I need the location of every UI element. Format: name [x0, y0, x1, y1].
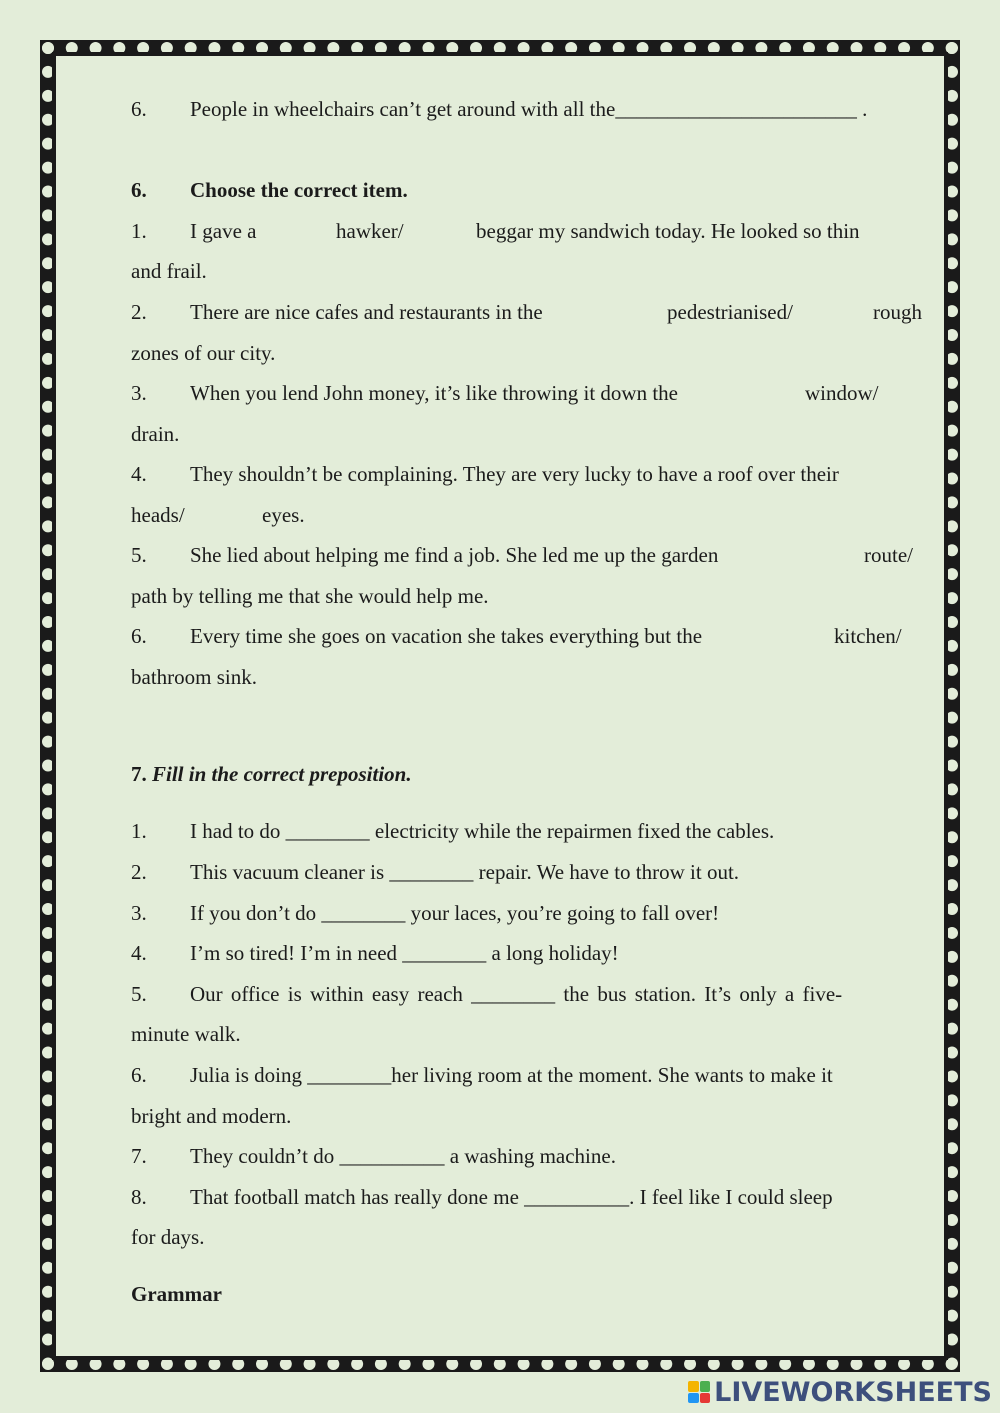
choice-option[interactable]: beggar my sandwich today. He looked so thin — [476, 219, 860, 243]
liveworksheets-brand — [688, 1375, 992, 1409]
section-title: Fill in the correct preposition. — [152, 762, 412, 786]
section-title: Choose the correct item. — [190, 178, 408, 202]
choice-option[interactable]: heads/ — [131, 503, 185, 527]
choice-option[interactable]: kitchen/ — [834, 624, 902, 648]
liveworksheets-logo-icon — [688, 1381, 710, 1403]
item-text: People in wheelchairs can’t get around with all the_______________________ . — [190, 97, 868, 121]
choice-option[interactable]: window/ — [805, 381, 879, 405]
choice-option[interactable]: pedestrianised/ — [667, 300, 793, 324]
item-number: 6. — [131, 97, 147, 121]
choice-option[interactable]: drain. — [131, 422, 180, 446]
brand-text: LIVEWORKSHEETS — [714, 1376, 992, 1408]
choice-option[interactable]: route/ — [864, 543, 913, 567]
choice-option[interactable]: rough — [873, 300, 922, 324]
choice-option[interactable]: eyes. — [262, 503, 305, 527]
choice-option[interactable]: hawker/ — [336, 219, 404, 243]
answer-blank[interactable]: _______________________ — [615, 97, 857, 121]
